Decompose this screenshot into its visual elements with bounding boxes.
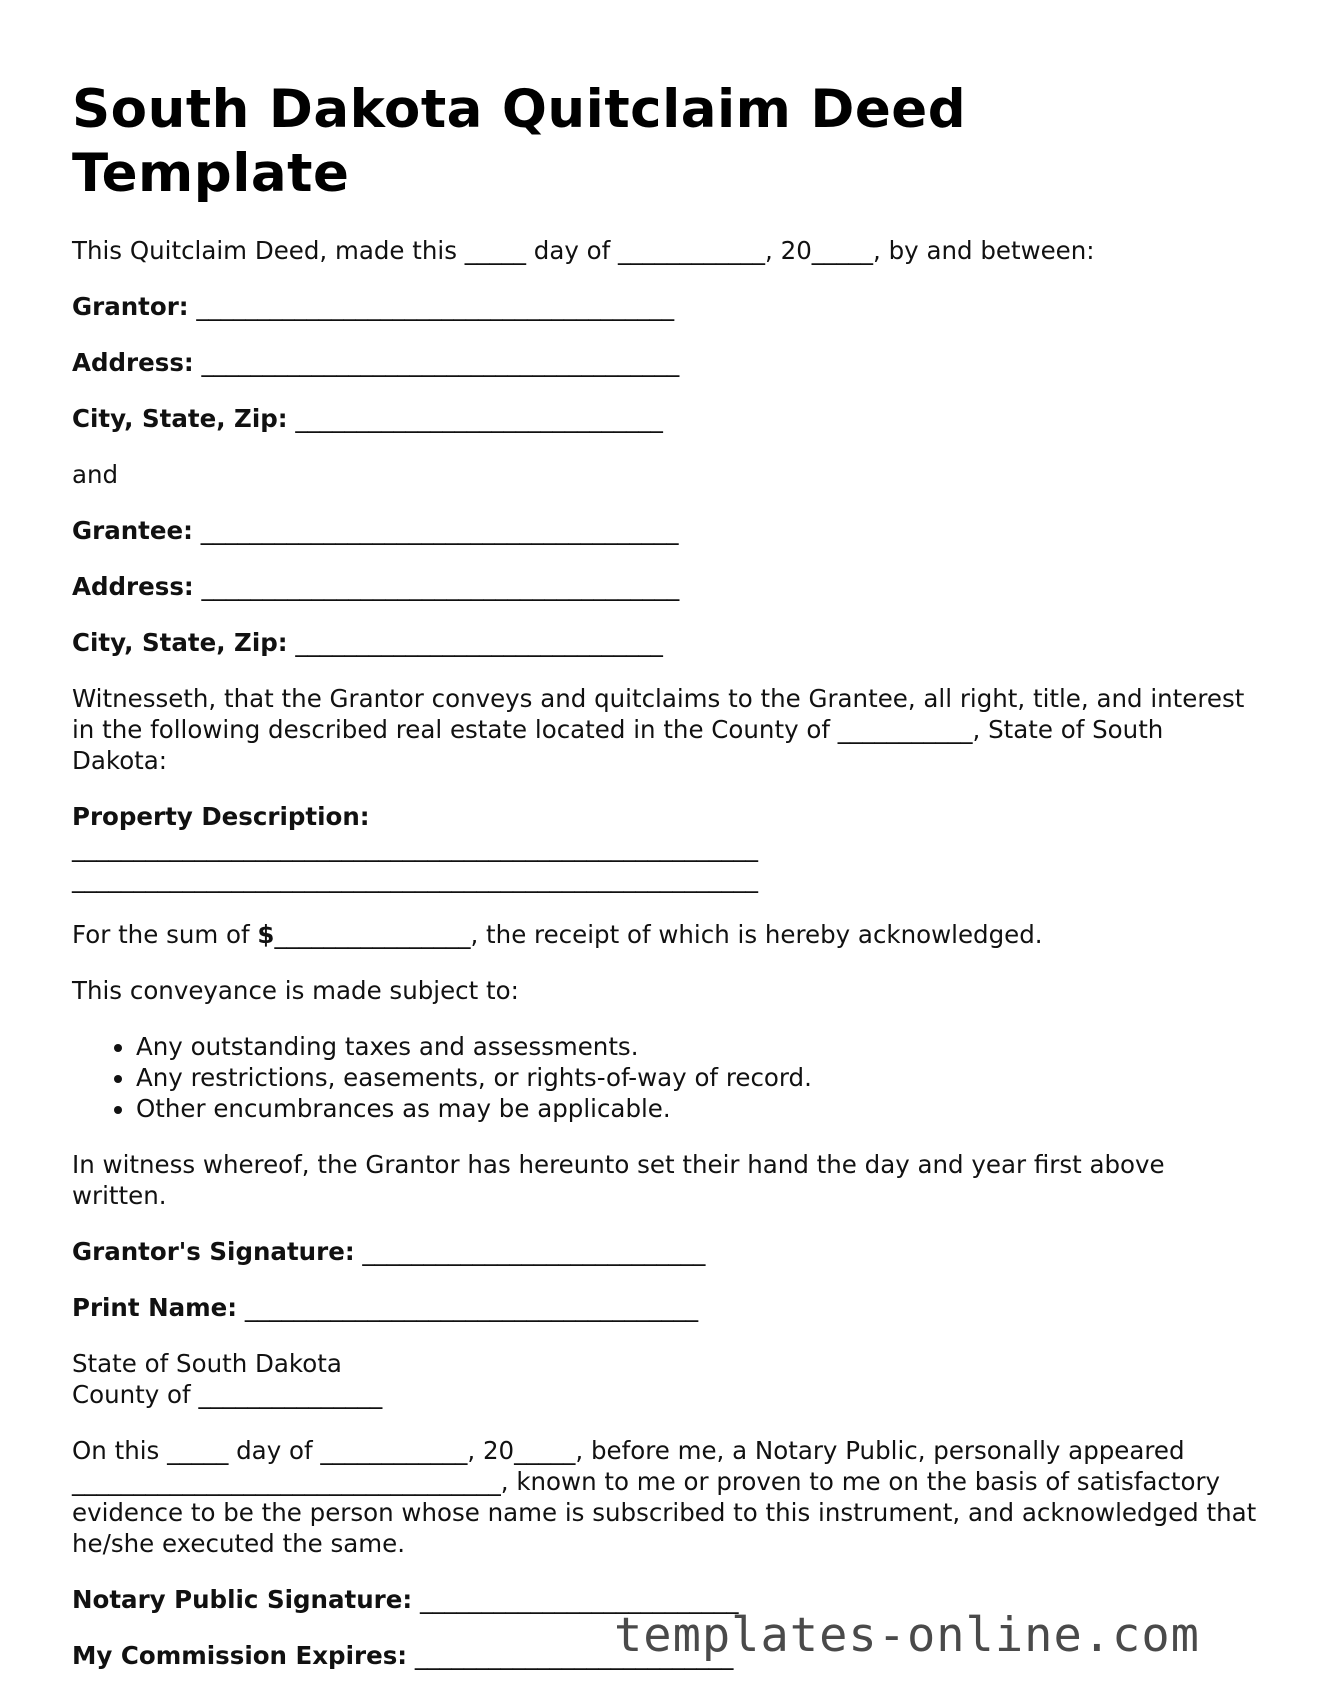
grantor-signature-line	[72, 1236, 1262, 1267]
grantee-city-line	[72, 627, 1262, 658]
grantee-city-label: City, State, Zip:	[72, 628, 288, 658]
notary-signature-blank: __________________________	[419, 1585, 739, 1615]
county-line: County of _______________	[72, 1380, 383, 1410]
notary-signature-label: Notary Public Signature:	[72, 1585, 413, 1615]
commission-blank: __________________________	[414, 1641, 734, 1671]
grantor-signature-blank: ____________________________	[362, 1237, 706, 1267]
sum-suffix: , the receipt of which is hereby acknowledged.	[470, 920, 1043, 950]
grantor-name-label: Grantor:	[72, 292, 189, 322]
grantee-address-label: Address:	[72, 572, 194, 602]
property-line-2: ________________________________________________________	[72, 864, 758, 894]
print-name-line	[72, 1292, 1262, 1323]
property-label: Property Description:	[72, 802, 370, 832]
notary-acknowledgment: On this _____ day of ____________, 20_____, before me, a Notary Public, personally appeared ___________________________________, known to me or proven to me on the basis of satisfactory evidence to be the person whose name is subscribed to this instrument, and acknowledged that he/she executed the same.	[72, 1436, 1265, 1559]
grantor-name-line	[72, 291, 1262, 322]
watermark: templates-online.com	[614, 1608, 1200, 1663]
witnesseth-paragraph: Witnesseth, that the Grantor conveys and quitclaims to the Grantee, all right, title, and interest in the following described real estate located in the County of ___________, State of South Dakota:	[72, 684, 1253, 776]
grantee-address-line	[72, 571, 1262, 602]
grantee-name-label: Grantee:	[72, 516, 193, 546]
grantor-address-blank: _______________________________________	[201, 348, 680, 378]
grantee-name-blank: _______________________________________	[200, 516, 679, 546]
deed-document	[72, 78, 1265, 1696]
print-name-label: Print Name:	[72, 1293, 238, 1323]
grantor-city-label: City, State, Zip:	[72, 404, 288, 434]
list-item: • Any outstanding taxes and assessments.	[136, 1031, 1262, 1062]
list-item: • Any restrictions, easements, or rights-of-way of record.	[136, 1062, 1262, 1093]
grantee-city-blank: ______________________________	[295, 628, 663, 658]
and-text: and	[72, 460, 119, 490]
sum-paragraph	[72, 919, 1262, 950]
grantee-address-blank: _______________________________________	[201, 572, 680, 602]
grantor-city-blank: ______________________________	[295, 404, 663, 434]
list-item: • Other encumbrances as may be applicable.	[136, 1093, 1262, 1124]
print-name-blank: _____________________________________	[244, 1293, 699, 1323]
document-title: South Dakota Quitclaim Deed Template	[72, 79, 967, 204]
state-line: State of South Dakota	[72, 1349, 342, 1379]
grantor-city-line	[72, 403, 1262, 434]
in-witness-paragraph: In witness whereof, the Grantor has hereunto set their hand the day and year first above written.	[72, 1150, 1173, 1211]
grantor-signature-label: Grantor's Signature:	[72, 1237, 355, 1267]
grantee-name-line	[72, 515, 1262, 546]
sum-blank: ________________	[274, 920, 471, 950]
sum-dollar: $	[257, 920, 275, 950]
commission-label: My Commission Expires:	[72, 1641, 408, 1671]
conditions-list	[72, 1031, 1262, 1124]
intro-paragraph: This Quitclaim Deed, made this _____ day of ____________, 20_____, by and between:	[72, 236, 1095, 266]
property-line-1: ________________________________________________________	[72, 833, 758, 863]
grantor-address-line	[72, 347, 1262, 378]
sum-prefix: For the sum of	[72, 920, 258, 950]
grantor-address-label: Address:	[72, 348, 194, 378]
property-description	[72, 801, 1262, 894]
grantor-name-blank: _______________________________________	[196, 292, 675, 322]
venue-block	[72, 1348, 1262, 1410]
subject-to-text: This conveyance is made subject to:	[72, 976, 519, 1006]
